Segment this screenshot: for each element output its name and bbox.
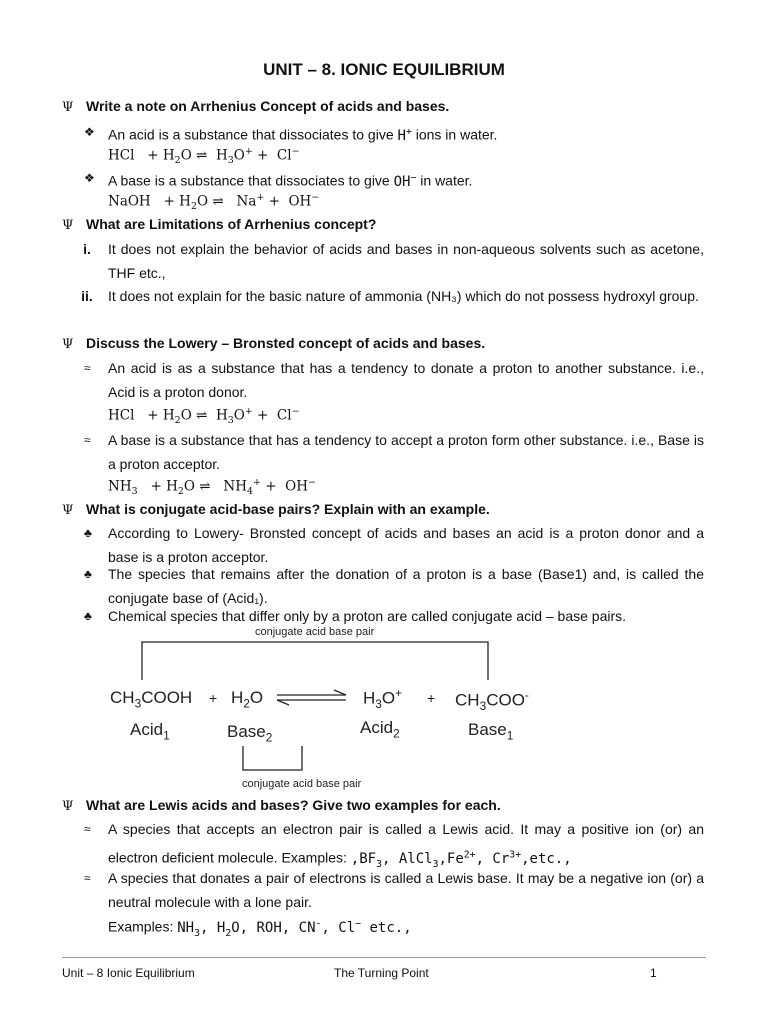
- list-item: ❖ An acid is a substance that dissociates to give H+ ions in water.: [84, 120, 704, 148]
- plus-sign: +: [427, 690, 436, 706]
- question-limitations: Ψ What are Limitations of Arrhenius concept?: [62, 216, 377, 233]
- question-bronsted: Ψ Discuss the Lowery – Bronsted concept of acids and bases.: [62, 335, 486, 352]
- h3o: $H_3O^+$: [363, 686, 403, 712]
- ch3coo: $CH_3COO^-$: [455, 688, 529, 714]
- list-item: ≈ A base is a substance that has a tendency to accept a proton form other substance. i.e., Base is a proton acceptor.: [84, 428, 704, 476]
- question-conjugate: Ψ What is conjugate acid-base pairs? Explain with an example.: [62, 501, 490, 518]
- equation-hcl: HCl + $H_2O$ ⇌ $H_3O^+ + Cl^-$: [108, 146, 300, 167]
- acid1-label: Acid$_1$: [130, 720, 170, 743]
- h2o: $H_2O$: [231, 688, 264, 711]
- club-bullet-icon: ♣: [84, 526, 92, 540]
- club-bullet-icon: ♣: [84, 609, 92, 623]
- equation-naoh: NaOH + $H_2O$ ⇌ Na+ + OH−: [108, 192, 320, 213]
- psi-icon: Ψ: [62, 337, 74, 352]
- list-item: ≈ A species that donates a pair of electrons is called a Lewis base. It may be a negative ion (or) a neutral molecule with a lone pair.: [84, 866, 704, 914]
- diamond-bullet-icon: ❖: [84, 125, 95, 139]
- list-item: ❖ A base is a substance that dissociates to give OH− in water.: [84, 166, 704, 194]
- approx-bullet-icon: ≈: [84, 433, 91, 447]
- list-item: ♣ Chemical species that differ only by a proton are called conjugate acid – base pairs.: [84, 604, 704, 628]
- bottom-pair-label: conjugate acid base pair: [242, 778, 362, 790]
- question-lewis: Ψ What are Lewis acids and bases? Give two examples for each.: [62, 797, 501, 814]
- list-item: ♣ The species that remains after the donation of a proton is a base (Base1) and, is called the conjugate base of (Acid₁).: [84, 562, 704, 610]
- list-item: i. It does not explain the behavior of acids and bases in non-aqueous solvents such as acetone, THF etc.,: [83, 241, 704, 281]
- psi-icon: Ψ: [62, 218, 74, 233]
- psi-icon: Ψ: [62, 100, 74, 115]
- psi-icon: Ψ: [62, 503, 74, 518]
- base1-label: Base$_1$: [468, 720, 514, 743]
- equation-hcl-2: HCl + $H_2O$ ⇌ $H_3O^+ + Cl^-$: [108, 406, 300, 427]
- question-arrhenius: Ψ Write a note on Arrhenius Concept of acids and bases.: [62, 98, 450, 115]
- approx-bullet-icon: ≈: [84, 871, 91, 885]
- list-item: Examples: $NH_3$, $H_2O$, ROH, CN-, Cl− etc.,: [108, 918, 412, 939]
- approx-bullet-icon: ≈: [84, 361, 91, 375]
- equation-nh3: $NH_3 + H_2O$ ⇌ $NH_4^+ + OH^-$: [108, 477, 316, 498]
- list-item: ≈ A species that accepts an electron pair is called a Lewis acid. It may a positive ion (or) an electron deficient molecule. Examples: $,BF_3$, $AlCl_3,Fe^{2+}$, $Cr^{3+},etc$.,: [84, 817, 704, 876]
- list-item: ii. It does not explain for the basic nature of ammonia (NH₃) which do not possess hydroxyl group.: [81, 288, 699, 304]
- approx-bullet-icon: ≈: [84, 822, 91, 836]
- footer-divider: [62, 957, 706, 958]
- acid2-label: Acid$_2$: [360, 718, 400, 741]
- page-title: UNIT – 8. IONIC EQUILIBRIUM: [263, 60, 505, 79]
- psi-icon: Ψ: [62, 799, 74, 814]
- footer-left: Unit – 8 Ionic Equilibrium: [62, 966, 195, 980]
- base2-label: Base$_2$: [227, 722, 273, 745]
- footer-center: The Turning Point: [334, 966, 429, 980]
- diamond-bullet-icon: ❖: [84, 171, 95, 185]
- page-number: 1: [650, 966, 657, 980]
- club-bullet-icon: ♣: [84, 567, 92, 581]
- ch3cooh: $CH_3COOH$: [110, 688, 193, 711]
- list-item: ≈ An acid is as a substance that has a tendency to donate a proton to another substance. i.e., Acid is a proton donor.: [84, 356, 704, 404]
- plus-sign: +: [209, 690, 218, 706]
- list-item: ♣ According to Lowery- Bronsted concept of acids and bases an acid is a proton donor and a base is a proton acceptor.: [84, 521, 704, 569]
- top-pair-label: conjugate acid base pair: [255, 626, 375, 638]
